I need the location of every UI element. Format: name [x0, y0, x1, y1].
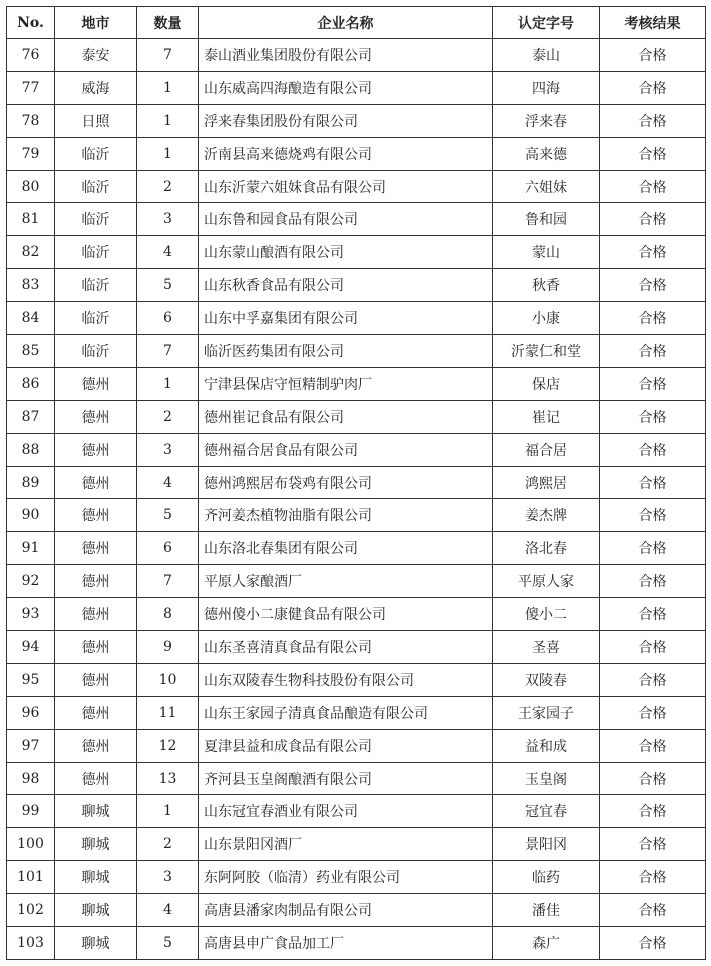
cell-city: 临沂 [55, 335, 137, 368]
cell-qty: 4 [137, 894, 199, 927]
table-row [7, 663, 706, 696]
cell-city: 德州 [55, 400, 137, 433]
cell-no: 84 [7, 302, 55, 335]
cell-no: 102 [7, 894, 55, 927]
cell-company: 山东蒙山酿酒有限公司 [199, 236, 493, 269]
cell-no: 77 [7, 71, 55, 104]
table-row [7, 400, 706, 433]
table-row [7, 762, 706, 795]
cell-no: 93 [7, 598, 55, 631]
table-container [6, 6, 706, 960]
table-row [7, 104, 706, 137]
cell-qty: 9 [137, 631, 199, 664]
cell-brand: 洛北春 [493, 532, 600, 565]
cell-company: 平原人家酿酒厂 [199, 565, 493, 598]
cell-qty: 5 [137, 269, 199, 302]
table-row [7, 269, 706, 302]
cell-result: 合格 [600, 894, 706, 927]
cell-result: 合格 [600, 795, 706, 828]
cell-brand: 王家园子 [493, 696, 600, 729]
cell-no: 99 [7, 795, 55, 828]
cell-result: 合格 [600, 39, 706, 72]
table-row [7, 137, 706, 170]
cell-brand: 傻小二 [493, 598, 600, 631]
cell-company: 山东威高四海酿造有限公司 [199, 71, 493, 104]
cell-result: 合格 [600, 532, 706, 565]
cell-brand: 小康 [493, 302, 600, 335]
cell-no: 94 [7, 631, 55, 664]
table-row [7, 631, 706, 664]
cell-no: 78 [7, 104, 55, 137]
cell-company: 高唐县潘家肉制品有限公司 [199, 894, 493, 927]
cell-city: 聊城 [55, 861, 137, 894]
cell-result: 合格 [600, 927, 706, 960]
cell-result: 合格 [600, 729, 706, 762]
cell-company: 山东秋香食品有限公司 [199, 269, 493, 302]
cell-city: 日照 [55, 104, 137, 137]
cell-no: 87 [7, 400, 55, 433]
cell-city: 聊城 [55, 894, 137, 927]
cell-result: 合格 [600, 828, 706, 861]
cell-city: 德州 [55, 367, 137, 400]
cell-qty: 6 [137, 532, 199, 565]
cell-city: 泰安 [55, 39, 137, 72]
header-city: 地市 [55, 7, 137, 39]
cell-result: 合格 [600, 861, 706, 894]
cell-company: 德州鸿熙居布袋鸡有限公司 [199, 466, 493, 499]
cell-result: 合格 [600, 466, 706, 499]
cell-company: 山东王家园子清真食品酿造有限公司 [199, 696, 493, 729]
cell-company: 东阿阿胶（临清）药业有限公司 [199, 861, 493, 894]
cell-no: 96 [7, 696, 55, 729]
header-result: 考核结果 [600, 7, 706, 39]
cell-city: 德州 [55, 663, 137, 696]
header-no: No. [7, 7, 55, 39]
table-row [7, 39, 706, 72]
cell-qty: 6 [137, 302, 199, 335]
cell-city: 德州 [55, 532, 137, 565]
cell-no: 76 [7, 39, 55, 72]
cell-city: 德州 [55, 433, 137, 466]
cell-qty: 5 [137, 927, 199, 960]
cell-company: 齐河姜杰植物油脂有限公司 [199, 499, 493, 532]
cell-result: 合格 [600, 137, 706, 170]
cell-brand: 姜杰牌 [493, 499, 600, 532]
cell-no: 101 [7, 861, 55, 894]
cell-no: 86 [7, 367, 55, 400]
cell-result: 合格 [600, 631, 706, 664]
cell-brand: 鸿熙居 [493, 466, 600, 499]
cell-qty: 8 [137, 598, 199, 631]
cell-city: 德州 [55, 762, 137, 795]
cell-qty: 3 [137, 861, 199, 894]
table-row [7, 927, 706, 960]
cell-company: 齐河县玉皇阁酿酒有限公司 [199, 762, 493, 795]
cell-qty: 2 [137, 828, 199, 861]
cell-company: 山东鲁和园食品有限公司 [199, 203, 493, 236]
cell-brand: 浮来春 [493, 104, 600, 137]
table-row [7, 302, 706, 335]
cell-qty: 7 [137, 565, 199, 598]
table-row [7, 499, 706, 532]
cell-no: 80 [7, 170, 55, 203]
cell-brand: 保店 [493, 367, 600, 400]
cell-brand: 四海 [493, 71, 600, 104]
cell-brand: 景阳冈 [493, 828, 600, 861]
table-row [7, 335, 706, 368]
cell-city: 德州 [55, 499, 137, 532]
table-row [7, 236, 706, 269]
cell-qty: 3 [137, 203, 199, 236]
cell-qty: 1 [137, 71, 199, 104]
cell-brand: 圣喜 [493, 631, 600, 664]
table-row [7, 433, 706, 466]
cell-city: 临沂 [55, 137, 137, 170]
cell-brand: 鲁和园 [493, 203, 600, 236]
table-row [7, 729, 706, 762]
cell-city: 德州 [55, 466, 137, 499]
cell-result: 合格 [600, 400, 706, 433]
cell-brand: 平原人家 [493, 565, 600, 598]
cell-no: 92 [7, 565, 55, 598]
cell-company: 山东中孚嘉集团有限公司 [199, 302, 493, 335]
cell-qty: 11 [137, 696, 199, 729]
cell-city: 临沂 [55, 302, 137, 335]
cell-city: 临沂 [55, 203, 137, 236]
cell-no: 85 [7, 335, 55, 368]
cell-brand: 森广 [493, 927, 600, 960]
cell-city: 德州 [55, 729, 137, 762]
cell-company: 高唐县申广食品加工厂 [199, 927, 493, 960]
cell-result: 合格 [600, 269, 706, 302]
cell-qty: 1 [137, 137, 199, 170]
cell-no: 81 [7, 203, 55, 236]
cell-city: 临沂 [55, 170, 137, 203]
table-row [7, 828, 706, 861]
cell-company: 德州福合居食品有限公司 [199, 433, 493, 466]
cell-no: 100 [7, 828, 55, 861]
cell-company: 山东景阳冈酒厂 [199, 828, 493, 861]
cell-no: 82 [7, 236, 55, 269]
cell-brand: 蒙山 [493, 236, 600, 269]
enterprise-table [6, 6, 706, 960]
cell-brand: 崔记 [493, 400, 600, 433]
header-company: 企业名称 [199, 7, 493, 39]
cell-company: 沂南县高来德烧鸡有限公司 [199, 137, 493, 170]
cell-company: 夏津县益和成食品有限公司 [199, 729, 493, 762]
cell-brand: 临药 [493, 861, 600, 894]
cell-brand: 玉皇阁 [493, 762, 600, 795]
cell-qty: 5 [137, 499, 199, 532]
cell-no: 91 [7, 532, 55, 565]
cell-company: 德州崔记食品有限公司 [199, 400, 493, 433]
cell-company: 山东双陵春生物科技股份有限公司 [199, 663, 493, 696]
cell-qty: 12 [137, 729, 199, 762]
cell-no: 89 [7, 466, 55, 499]
cell-result: 合格 [600, 335, 706, 368]
cell-brand: 秋香 [493, 269, 600, 302]
cell-brand: 潘佳 [493, 894, 600, 927]
cell-result: 合格 [600, 433, 706, 466]
cell-no: 103 [7, 927, 55, 960]
cell-city: 临沂 [55, 269, 137, 302]
table-header-row [7, 7, 706, 39]
cell-city: 德州 [55, 565, 137, 598]
table-row [7, 71, 706, 104]
cell-result: 合格 [600, 236, 706, 269]
cell-qty: 13 [137, 762, 199, 795]
cell-qty: 7 [137, 335, 199, 368]
cell-no: 79 [7, 137, 55, 170]
cell-brand: 六姐妹 [493, 170, 600, 203]
cell-result: 合格 [600, 203, 706, 236]
table-row [7, 367, 706, 400]
cell-result: 合格 [600, 696, 706, 729]
cell-qty: 3 [137, 433, 199, 466]
cell-qty: 1 [137, 104, 199, 137]
cell-company: 浮来春集团股份有限公司 [199, 104, 493, 137]
table-row [7, 565, 706, 598]
table-row [7, 894, 706, 927]
cell-no: 90 [7, 499, 55, 532]
cell-result: 合格 [600, 598, 706, 631]
cell-city: 威海 [55, 71, 137, 104]
cell-qty: 7 [137, 39, 199, 72]
header-qty: 数量 [137, 7, 199, 39]
table-row [7, 532, 706, 565]
cell-company: 山东冠宜春酒业有限公司 [199, 795, 493, 828]
cell-result: 合格 [600, 367, 706, 400]
cell-company: 德州傻小二康健食品有限公司 [199, 598, 493, 631]
cell-no: 98 [7, 762, 55, 795]
cell-result: 合格 [600, 170, 706, 203]
table-row [7, 598, 706, 631]
cell-city: 德州 [55, 598, 137, 631]
cell-city: 临沂 [55, 236, 137, 269]
cell-city: 德州 [55, 631, 137, 664]
cell-qty: 4 [137, 466, 199, 499]
cell-company: 山东圣喜清真食品有限公司 [199, 631, 493, 664]
table-row [7, 170, 706, 203]
cell-result: 合格 [600, 565, 706, 598]
cell-company: 泰山酒业集团股份有限公司 [199, 39, 493, 72]
cell-company: 山东沂蒙六姐妹食品有限公司 [199, 170, 493, 203]
table-row [7, 466, 706, 499]
cell-brand: 泰山 [493, 39, 600, 72]
cell-city: 聊城 [55, 795, 137, 828]
cell-company: 宁津县保店守恒精制驴肉厂 [199, 367, 493, 400]
cell-result: 合格 [600, 499, 706, 532]
cell-brand: 高来德 [493, 137, 600, 170]
cell-result: 合格 [600, 302, 706, 335]
cell-qty: 1 [137, 795, 199, 828]
cell-brand: 福合居 [493, 433, 600, 466]
cell-brand: 冠宜春 [493, 795, 600, 828]
table-row [7, 696, 706, 729]
table-row [7, 795, 706, 828]
cell-company: 山东洛北春集团有限公司 [199, 532, 493, 565]
table-row [7, 861, 706, 894]
cell-qty: 10 [137, 663, 199, 696]
cell-brand: 沂蒙仁和堂 [493, 335, 600, 368]
cell-company: 临沂医药集团有限公司 [199, 335, 493, 368]
cell-result: 合格 [600, 104, 706, 137]
cell-no: 88 [7, 433, 55, 466]
table-row [7, 203, 706, 236]
cell-no: 95 [7, 663, 55, 696]
cell-result: 合格 [600, 663, 706, 696]
header-brand: 认定字号 [493, 7, 600, 39]
cell-qty: 1 [137, 367, 199, 400]
cell-brand: 双陵春 [493, 663, 600, 696]
cell-city: 聊城 [55, 828, 137, 861]
cell-brand: 益和成 [493, 729, 600, 762]
cell-qty: 4 [137, 236, 199, 269]
cell-city: 聊城 [55, 927, 137, 960]
cell-result: 合格 [600, 762, 706, 795]
table-body [7, 39, 706, 960]
cell-qty: 2 [137, 170, 199, 203]
cell-result: 合格 [600, 71, 706, 104]
cell-qty: 2 [137, 400, 199, 433]
cell-no: 83 [7, 269, 55, 302]
cell-city: 德州 [55, 696, 137, 729]
cell-no: 97 [7, 729, 55, 762]
